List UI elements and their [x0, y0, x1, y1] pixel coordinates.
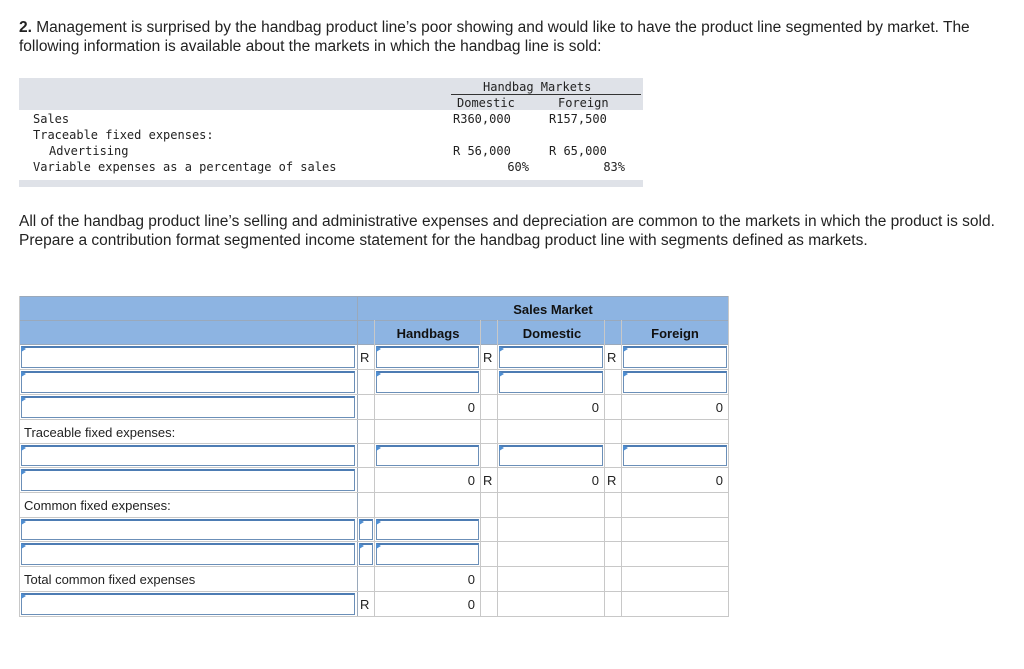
question-number: 2.: [19, 19, 32, 36]
row5-label-input[interactable]: [21, 445, 355, 466]
grid-line: [19, 541, 729, 542]
market-info-table: [19, 78, 643, 188]
grid-line: [604, 320, 605, 617]
grid-line: [19, 616, 729, 617]
row2-domestic-input[interactable]: [499, 371, 603, 393]
row1-foreign-input[interactable]: [623, 346, 727, 368]
row5-handbags-input[interactable]: [376, 445, 479, 466]
row1-label-input[interactable]: [21, 346, 355, 368]
row11-handbags-value: 0: [467, 597, 475, 612]
row9-currency-input[interactable]: [359, 543, 373, 565]
row9-handbags-input[interactable]: [376, 543, 479, 565]
info-col-domestic: Domestic: [457, 96, 515, 110]
grid-line: [728, 296, 729, 617]
grid-header-band-1: [19, 296, 729, 320]
row1-foreign-currency: R: [607, 350, 617, 365]
row3-handbags-value: 0: [467, 400, 475, 415]
grid-line: [19, 369, 729, 370]
instructions-text: All of the handbag product line’s selling and administrative expenses and depreciation are common to the markets in which the product is sold. Prepare a contribution format segmented income statement for the handbag product line with segments defined as markets.: [19, 213, 995, 249]
col-header-foreign: Foreign: [651, 326, 699, 341]
row1-handbags-currency: R: [360, 350, 370, 365]
row6-handbags-value: 0: [467, 473, 475, 488]
row11-label-input[interactable]: [21, 593, 355, 615]
row3-foreign-value: 0: [715, 400, 723, 415]
traceable-fixed-label: Traceable fixed expenses:: [24, 425, 176, 440]
grid-line: [19, 296, 729, 297]
row1-domestic-currency: R: [483, 350, 493, 365]
grid-line: [19, 566, 729, 567]
grid-line: [19, 517, 729, 518]
row6-foreign-currency: R: [607, 473, 617, 488]
total-common-fixed-label: Total common fixed expenses: [24, 572, 196, 587]
grid-line: [480, 320, 481, 617]
row11-handbags-currency: R: [360, 597, 370, 612]
grid-line: [19, 591, 729, 592]
info-variable-domestic: 60%: [507, 160, 529, 174]
row5-foreign-input[interactable]: [623, 445, 727, 466]
row8-label-input[interactable]: [21, 519, 355, 540]
col-header-domestic: Domestic: [522, 326, 582, 341]
grid-line: [374, 320, 375, 617]
info-advertising-label: Advertising: [49, 144, 129, 158]
row1-handbags-input[interactable]: [376, 346, 479, 368]
grid-line: [19, 443, 729, 444]
grid-line: [357, 296, 358, 617]
grid-line: [621, 320, 622, 617]
question-text: [19, 18, 1009, 56]
row6-domestic-currency: R: [483, 473, 493, 488]
info-sales-label: Sales: [33, 112, 70, 126]
info-group-header: Handbag Markets: [483, 80, 592, 94]
row1-domestic-input[interactable]: [499, 346, 603, 368]
row2-handbags-input[interactable]: [376, 371, 479, 393]
info-advertising-domestic: R 56,000: [453, 144, 511, 158]
row2-foreign-input[interactable]: [623, 371, 727, 393]
row2-label-input[interactable]: [21, 371, 355, 393]
row5-domestic-input[interactable]: [499, 445, 603, 466]
info-variable-label: Variable expenses as a percentage of sales: [33, 160, 337, 174]
grid-line: [19, 419, 729, 420]
info-advertising-foreign: R 65,000: [549, 144, 607, 158]
segmented-income-statement: [19, 296, 729, 617]
grid-group-header: Sales Market: [513, 302, 593, 317]
row6-foreign-value: 0: [715, 473, 723, 488]
total-common-handbags-value: 0: [467, 572, 475, 587]
row6-domestic-value: 0: [591, 473, 599, 488]
row6-label-input[interactable]: [21, 469, 355, 491]
row9-label-input[interactable]: [21, 543, 355, 565]
grid-line: [497, 320, 498, 617]
grid-line: [19, 492, 729, 493]
common-fixed-label: Common fixed expenses:: [24, 498, 171, 513]
row3-domestic-value: 0: [591, 400, 599, 415]
row3-label-input[interactable]: [21, 396, 355, 418]
row8-currency-input[interactable]: [359, 519, 373, 540]
info-sales-foreign: R157,500: [549, 112, 607, 126]
question-body: Management is surprised by the handbag product line’s poor showing and would like to have the product line segmented by market. The following information is available about the markets in which the handbag line is sold:: [19, 19, 970, 55]
grid-line: [19, 467, 729, 468]
grid-line: [19, 394, 729, 395]
col-header-handbags: Handbags: [396, 326, 460, 341]
info-col-foreign: Foreign: [558, 96, 609, 110]
info-traceable-label: Traceable fixed expenses:: [33, 128, 214, 142]
info-sales-domestic: R360,000: [453, 112, 511, 126]
info-variable-foreign: 83%: [603, 160, 625, 174]
info-header-rule: [451, 94, 641, 95]
grid-line: [19, 296, 20, 617]
info-footer-band: [19, 180, 643, 187]
row8-handbags-input[interactable]: [376, 519, 479, 540]
